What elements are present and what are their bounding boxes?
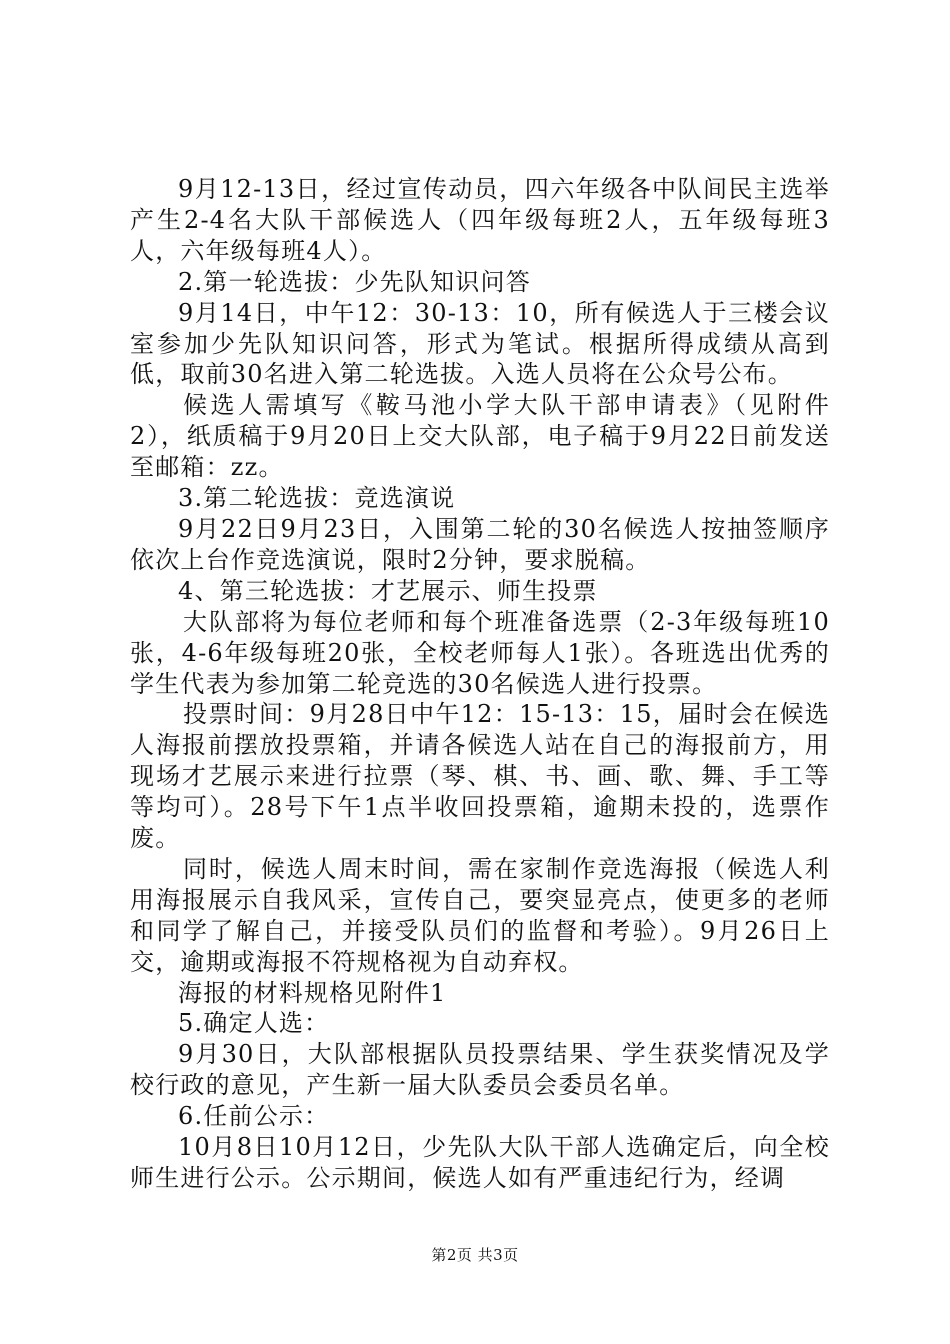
document-body	[130, 174, 830, 1194]
paragraph-poster-spec: 海报的材料规格见附件1	[178, 978, 447, 1007]
paragraph-nomination: 9月12-13日，经过宣传动员，四六年级各中队间民主选举产生2-4名大队干部候选人（四年级每班2人，五年级每班3人，六年级每班4人）。	[130, 175, 830, 265]
paragraph-public-notice: 10月8日10月12日，少先队大队干部人选确定后，向全校师生进行公示。公示期间，候选人如有严重违纪行为，经调	[130, 1133, 830, 1192]
paragraph-quiz: 9月14日，中午12：30-13：10，所有候选人于三楼会议室参加少先队知识问答，形式为笔试。根据所得成绩从高到低，取前30名进入第二轮选拔。入选人员将在公众号公布。	[130, 298, 830, 389]
heading-round-two: 3.第二轮选拔：竞选演说	[178, 484, 456, 513]
paragraph-application-form: 候选人需填写《鞍马池小学大队干部申请表》（见附件2），纸质稿于9月20日上交大队部，电子稿于9月22日前发送至邮箱：zz。	[130, 391, 830, 482]
paragraph-speech: 9月22日9月23日，入围第二轮的30名候选人按抽签顺序依次上台作竞选演说，限时2分钟，要求脱稿。	[130, 514, 830, 574]
heading-confirm-candidates: 5.确定人选：	[178, 1009, 330, 1038]
heading-round-one: 2.第一轮选拔：少先队知识问答	[178, 267, 531, 296]
paragraph-ballots: 大队部将为每位老师和每个班准备选票（2-3年级每班10张，4-6年级每班20张，全校老师每人1张）。各班选出优秀的学生代表为参加第二轮竞选的30名候选人进行投票。	[130, 607, 830, 698]
page-number-footer: 第2页 共3页	[431, 1246, 519, 1264]
heading-public-notice: 6.任前公示：	[178, 1102, 330, 1131]
paragraph-poster: 同时，候选人周末时间，需在家制作竞选海报（候选人利用海报展示自我风采，宣传自己，要突显亮点，使更多的老师和同学了解自己，并接受队员们的监督和考验）。9月26日上交，逾期或海报不符规格视为自动弃权。	[130, 854, 830, 976]
paragraph-voting-time: 投票时间：9月28日中午12：15-13：15，届时会在候选人海报前摆放投票箱，并请各候选人站在自己的海报前方，用现场才艺展示来进行拉票（琴、棋、书、画、歌、舞、手工等等均可）。28号下午1点半收回投票箱，逾期未投的，选票作废。	[130, 700, 830, 853]
paragraph-confirm: 9月30日，大队部根据队员投票结果、学生获奖情况及学校行政的意见，产生新一届大队委员会委员名单。	[130, 1040, 830, 1100]
heading-round-three: 4、第三轮选拔：才艺展示、师生投票	[178, 576, 598, 605]
